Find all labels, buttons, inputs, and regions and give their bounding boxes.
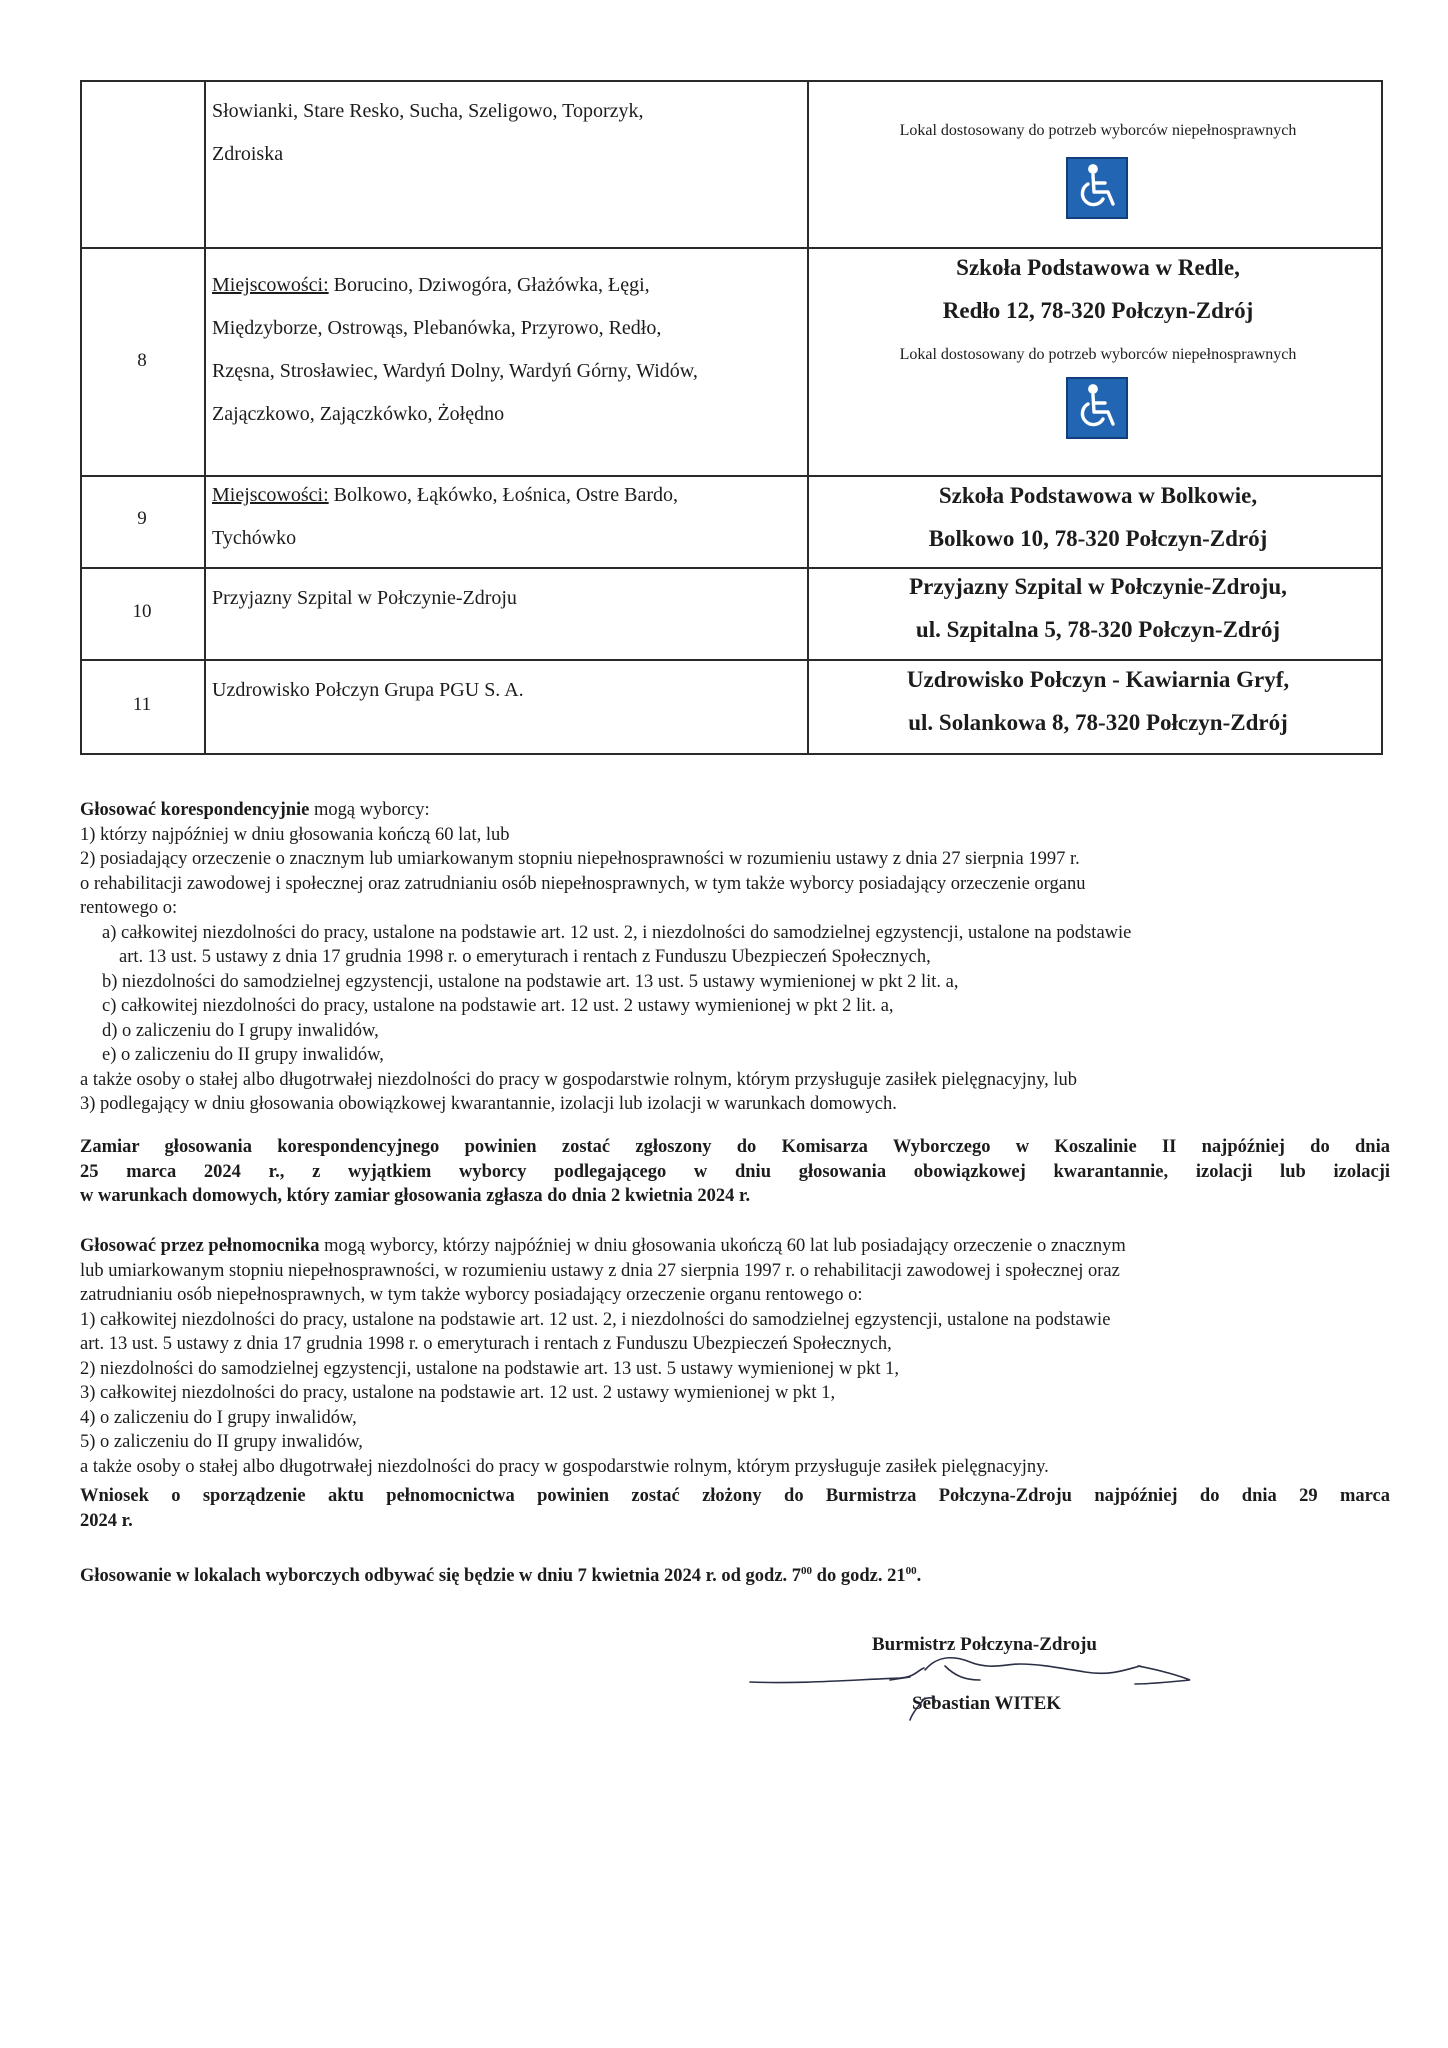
list-item: 1) całkowitej niezdolności do pracy, ustalone na podstawie art. 12 ust. 2, i niezdolności do samodzielnej egzystencji, ustalone na podstawie: [80, 1309, 1111, 1330]
text-line: art. 13 ust. 5 ustawy z dnia 17 grudnia 1998 r. o emeryturach i rentach z Funduszu Ubezpieczeń Społecznych,: [80, 1334, 892, 1354]
voting-hours: [80, 1559, 1390, 1584]
text-line: a także osoby o stałej albo długotrwałej niezdolności do pracy w gospodarstwie rolnym, którym przysługuje zasiłek pielęgnacyjny.: [80, 1456, 1049, 1477]
accessible-note: Lokal dostosowany do potrzeb wyborców niepełnosprawnych: [899, 122, 1297, 139]
list-item: e) o zaliczeniu do II grupy inwalidów,: [102, 1045, 384, 1065]
superscript: 00: [801, 1565, 813, 1577]
text-line: 25 marca 2024 r., z wyjątkiem wyborcy podlegającego w dniu głosowania obowiązkowej kwarantannie, izolacji lub izolacji: [80, 1161, 1390, 1182]
wheelchair-icon: [1066, 157, 1128, 219]
station-name: Szkoła Podstawowa w Redle,: [956, 255, 1240, 280]
voting-hours-text: .: [916, 1566, 922, 1586]
correspondence-intro: mogą wyborcy:: [309, 800, 430, 820]
area-line: Rzęsna, Strosławiec, Wardyń Dolny, Wardyń Górny, Widów,: [212, 360, 698, 382]
text-line: w warunkach domowych, który zamiar głosowania zgłasza do dnia 2 kwietnia 2024 r.: [80, 1186, 751, 1206]
text-line: zatrudnianiu osób niepełnosprawnych, w tym także wyborcy posiadający orzeczenie organu rentowego o:: [80, 1285, 863, 1305]
list-item: 4) o zaliczeniu do I grupy inwalidów,: [80, 1407, 357, 1428]
area-line: Zdroiska: [212, 143, 284, 165]
list-item: 5) o zaliczeniu do II grupy inwalidów,: [80, 1432, 363, 1452]
table-row: [212, 577, 517, 620]
area-line: Słowianki, Stare Resko, Sucha, Szeligowo, Toporzyk,: [212, 100, 644, 122]
correspondence-section: [80, 798, 1390, 1117]
handwritten-signature: [740, 1640, 1280, 1740]
area-line: Międzyborze, Ostrowąs, Plebanówka, Przyrowo, Redło,: [212, 317, 662, 339]
accessible-note: Lokal dostosowany do potrzeb wyborców niepełnosprawnych: [899, 346, 1297, 363]
text-line: Wniosek o sporządzenie aktu pełnomocnictwa powinien zostać złożony do Burmistrza Połczyna-Zdroju najpóźniej do dnia 29 marca: [80, 1486, 1390, 1506]
row-number: 11: [132, 694, 152, 715]
proxy-deadline: [80, 1484, 1390, 1533]
table-row: [212, 90, 644, 176]
text-line: 2) posiadający orzeczenie o znacznym lub umiarkowanym stopniu niepełnosprawności w rozumieniu ustawy z dnia 27 sierpnia 1997 r.: [80, 849, 1080, 869]
row-number: 9: [137, 508, 147, 529]
station-address: ul. Szpitalna 5, 78-320 Połczyn-Zdrój: [915, 617, 1281, 642]
text-line: rentowego o:: [80, 898, 178, 918]
proxy-heading: Głosować przez pełnomocnika: [80, 1236, 320, 1256]
list-item: b) niezdolności do samodzielnej egzystencji, ustalone na podstawie art. 13 ust. 5 ustawy wymienionej w pkt 2 lit. a,: [102, 971, 959, 992]
text-line: 2024 r.: [80, 1510, 133, 1531]
text-line: Zamiar głosowania korespondencyjnego powinien zostać zgłoszony do Komisarza Wyborczego w Koszalinie II najpóźniej do dnia: [80, 1137, 1390, 1157]
table-row: [212, 474, 678, 560]
text-line: a także osoby o stałej albo długotrwałej niezdolności do pracy w gospodarstwie rolnym, którym przysługuje zasiłek pielęgnacyjny, lub: [80, 1069, 1078, 1090]
station-name: Przyjazny Szpital w Połczynie-Zdroju,: [909, 574, 1287, 599]
area-line: Tychówko: [212, 527, 297, 549]
polling-station: [815, 658, 1381, 744]
text-line: lub umiarkowanym stopniu niepełnosprawności, w rozumieniu ustawy z dnia 27 sierpnia 1997 r. o rehabilitacji zawodowej i społecznej oraz: [80, 1260, 1120, 1281]
area-line: Borucino, Dziwogóra, Głażówka, Łęgi,: [328, 274, 650, 296]
wheelchair-icon: [1066, 377, 1128, 439]
station-name: Szkoła Podstawowa w Bolkowie,: [938, 483, 1258, 508]
area-label: Miejscowości:: [212, 484, 329, 506]
station-name: Uzdrowisko Połczyn - Kawiarnia Gryf,: [906, 667, 1290, 692]
list-item: a) całkowitej niezdolności do pracy, ustalone na podstawie art. 12 ust. 2, i niezdolności do samodzielnej egzystencji, ustalone na podstawie: [102, 922, 1132, 943]
station-address: Bolkowo 10, 78-320 Połczyn-Zdrój: [928, 526, 1268, 551]
row-number: 8: [137, 350, 147, 371]
signatory-name: Sebastian WITEK: [912, 1693, 1062, 1714]
proxy-section: [80, 1234, 1390, 1479]
area-label: Miejscowości:: [212, 274, 329, 296]
polling-station: [815, 474, 1381, 560]
list-item: c) całkowitej niezdolności do pracy, ustalone na podstawie art. 12 ust. 2 ustawy wymienionej w pkt 2 lit. a,: [102, 996, 894, 1016]
polling-stations-table: [80, 80, 1383, 755]
correspondence-deadline: [80, 1135, 1390, 1209]
table-row: [212, 669, 524, 712]
list-item: 3) całkowitej niezdolności do pracy, ustalone na podstawie art. 12 ust. 2 ustawy wymienionej w pkt 1,: [80, 1383, 836, 1403]
list-item: d) o zaliczeniu do I grupy inwalidów,: [102, 1020, 379, 1041]
area-line: Bolkowo, Łąkówko, Łośnica, Ostre Bardo,: [328, 484, 679, 506]
station-address: ul. Solankowa 8, 78-320 Połczyn-Zdrój: [908, 710, 1288, 735]
signatory-title: Burmistrz Połczyna-Zdroju: [872, 1634, 1097, 1655]
text-line: o rehabilitacji zawodowej i społecznej oraz zatrudnianiu osób niepełnosprawnych, w tym także wyborcy posiadający orzeczenie organu: [80, 873, 1086, 894]
text-line: 3) podlegający w dniu głosowania obowiązkowej kwarantannie, izolacji lub izolacji w warunkach domowych.: [80, 1094, 897, 1114]
list-item: art. 13 ust. 5 ustawy z dnia 17 grudnia 1998 r. o emeryturach i rentach z Funduszu Ubezpieczeń Społecznych,: [119, 947, 931, 967]
area-line: Przyjazny Szpital w Połczynie-Zdroju: [212, 587, 517, 609]
polling-station: [815, 565, 1381, 651]
proxy-intro: mogą wyborcy, którzy najpóźniej w dniu głosowania ukończą 60 lat lub posiadający orzeczenie o znacznym: [319, 1236, 1126, 1256]
superscript: 00: [905, 1565, 917, 1577]
table-row: [212, 264, 698, 436]
polling-station: [815, 246, 1381, 332]
row-number: 10: [132, 601, 152, 622]
voting-hours-text: Głosowanie w lokalach wyborczych odbywać się będzie w dniu 7 kwietnia 2024 r. od godz. 7: [80, 1566, 802, 1586]
area-line: Zajączkowo, Zajączkówko, Żołędno: [212, 403, 505, 425]
list-item: 2) niezdolności do samodzielnej egzystencji, ustalone na podstawie art. 13 ust. 5 ustawy wymienionej w pkt 1,: [80, 1358, 899, 1379]
station-address: Redło 12, 78-320 Połczyn-Zdrój: [942, 298, 1254, 323]
area-line: Uzdrowisko Połczyn Grupa PGU S. A.: [212, 679, 524, 701]
text-line: 1) którzy najpóźniej w dniu głosowania kończą 60 lat, lub: [80, 824, 510, 845]
correspondence-heading: Głosować korespondencyjnie: [80, 800, 310, 820]
voting-hours-text: do godz. 21: [812, 1566, 906, 1586]
